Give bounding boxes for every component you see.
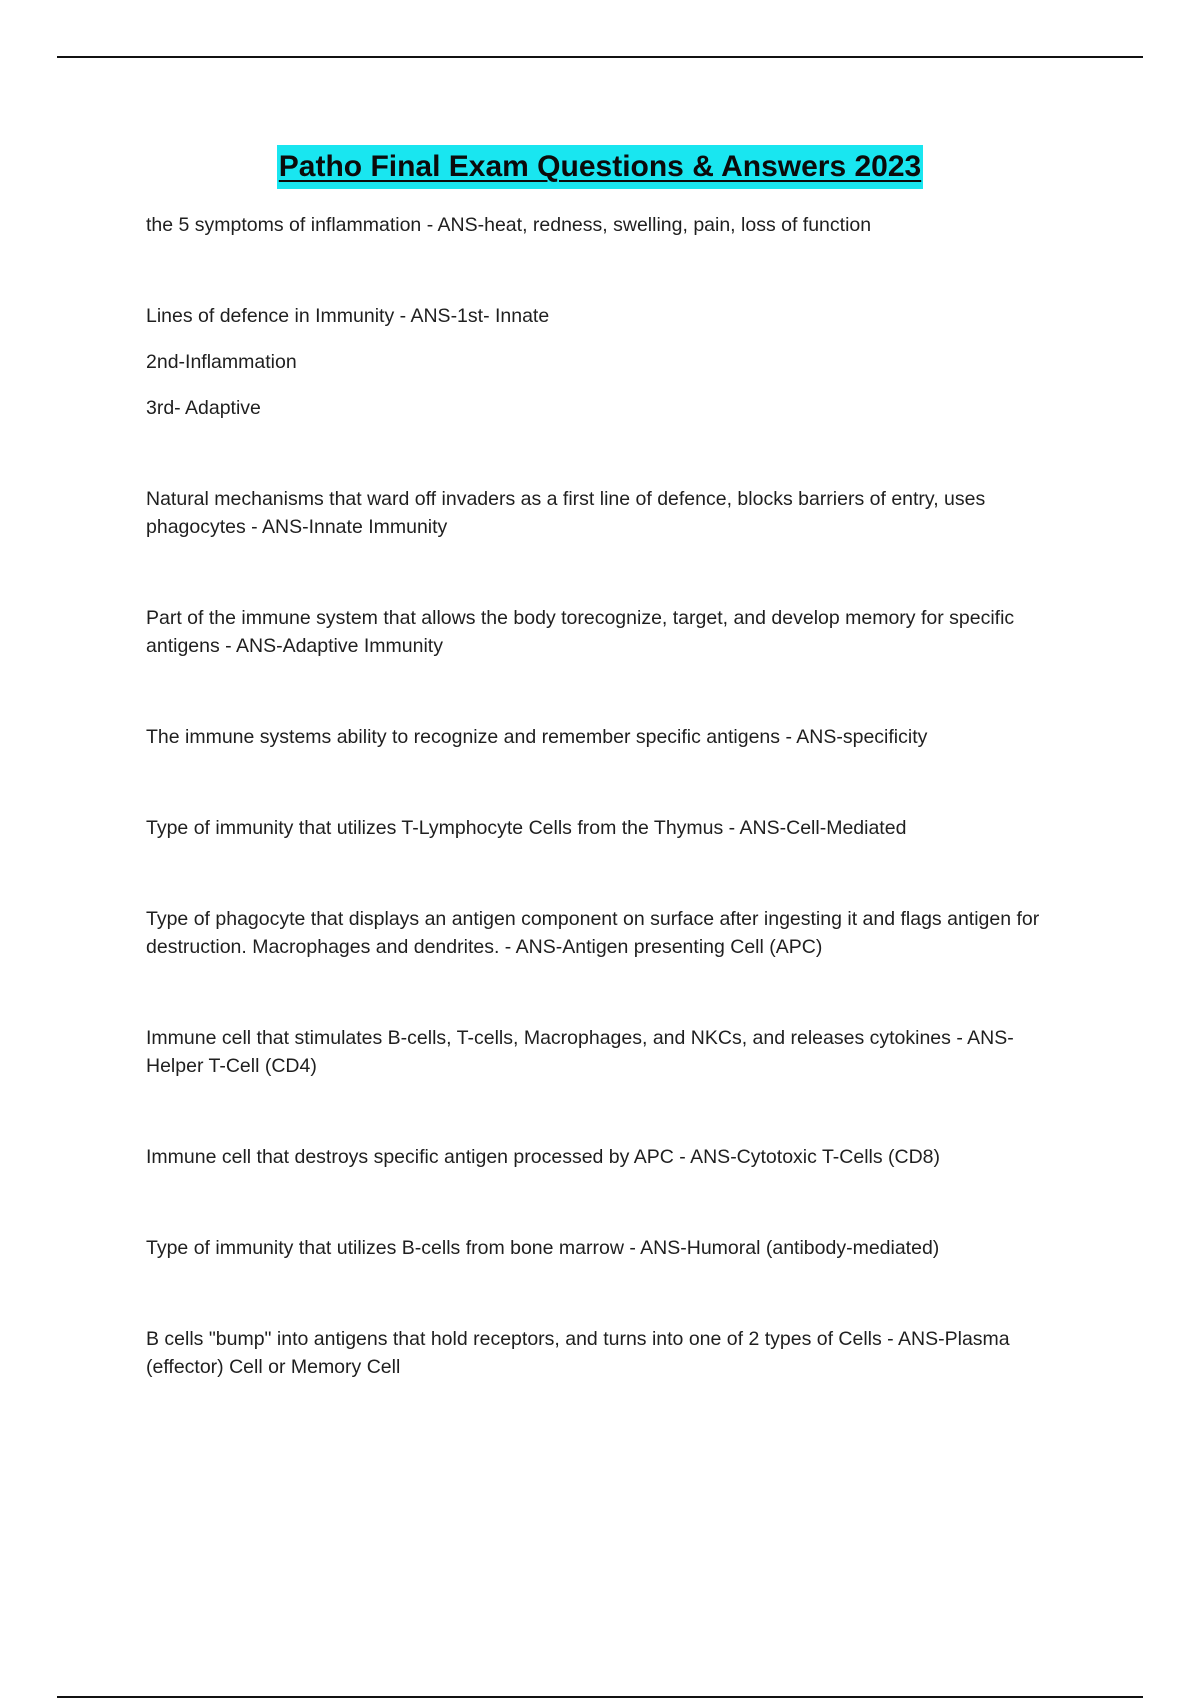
qa-line: Helper T-Cell (CD4) [146, 1055, 317, 1077]
qa-item [146, 1234, 1096, 1262]
qa-item [146, 905, 1096, 961]
qa-item [146, 302, 1096, 422]
bottom-rule [57, 1696, 1143, 1698]
qa-item [146, 1325, 1096, 1381]
qa-item [146, 485, 1096, 541]
qa-line: Type of phagocyte that displays an antigen component on surface after ingesting it and flags antigen for [146, 908, 1040, 930]
qa-line: Lines of defence in Immunity - ANS-1st- Innate [146, 305, 550, 327]
qa-line: (effector) Cell or Memory Cell [146, 1356, 401, 1378]
qa-item [146, 604, 1096, 660]
qa-line: B cells "bump" into antigens that hold receptors, and turns into one of 2 types of Cells - ANS-Plasma [146, 1328, 1010, 1350]
qa-line: The immune systems ability to recognize and remember specific antigens - ANS-specificity [146, 726, 928, 748]
qa-list [146, 211, 1096, 1381]
document-title: Patho Final Exam Questions & Answers 2023 [277, 145, 923, 189]
qa-line: the 5 symptoms of inflammation - ANS-heat, redness, swelling, pain, loss of function [146, 214, 872, 236]
qa-item [146, 1024, 1096, 1080]
qa-line: Part of the immune system that allows the body torecognize, target, and develop memory for specific [146, 607, 1015, 629]
qa-line: Type of immunity that utilizes T-Lymphocyte Cells from the Thymus - ANS-Cell-Mediated [146, 817, 907, 839]
qa-item [146, 1143, 1096, 1171]
title-container [0, 145, 1200, 189]
qa-line: antigens - ANS-Adaptive Immunity [146, 635, 443, 657]
qa-item [146, 211, 1096, 239]
qa-extra-line: 2nd-Inflammation [146, 351, 297, 373]
qa-line: Type of immunity that utilizes B-cells from bone marrow - ANS-Humoral (antibody-mediated) [146, 1237, 940, 1259]
qa-line: Natural mechanisms that ward off invaders as a first line of defence, blocks barriers of entry, uses [146, 488, 986, 510]
qa-extra-line: 3rd- Adaptive [146, 397, 261, 419]
qa-item [146, 723, 1096, 751]
top-rule [57, 56, 1143, 58]
qa-line: Immune cell that stimulates B-cells, T-cells, Macrophages, and NKCs, and releases cytokines - ANS- [146, 1027, 1014, 1049]
qa-line: phagocytes - ANS-Innate Immunity [146, 516, 448, 538]
qa-line: Immune cell that destroys specific antigen processed by APC - ANS-Cytotoxic T-Cells (CD8) [146, 1146, 941, 1168]
qa-item [146, 814, 1096, 842]
qa-line: destruction. Macrophages and dendrites. - ANS-Antigen presenting Cell (APC) [146, 936, 823, 958]
